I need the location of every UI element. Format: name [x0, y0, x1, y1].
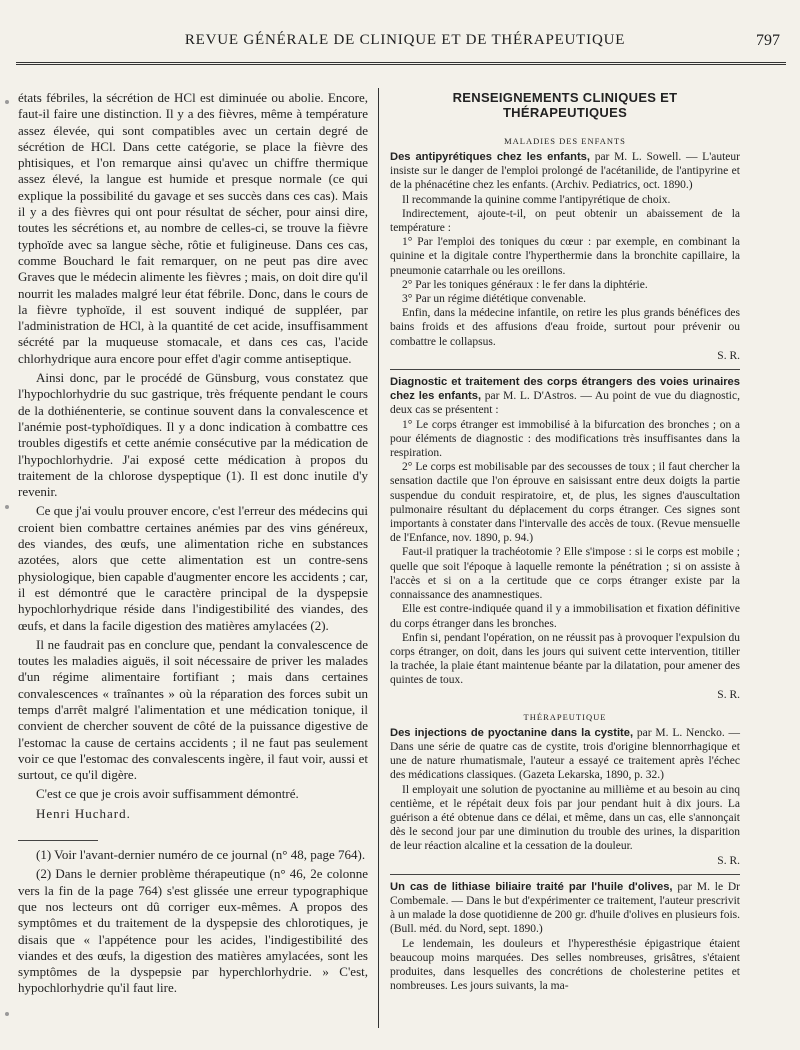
- article-signature: S. R.: [717, 349, 740, 362]
- margin-mark: [5, 100, 9, 104]
- paragraph: Indirectement, ajoute-t-il, on peut obtenir un abaissement de la température :: [390, 207, 740, 235]
- article-signature: S. R.: [717, 854, 740, 867]
- article-heading: Des antipyrétiques chez les enfants,: [390, 151, 591, 163]
- article-text: par M. L. D'Astros. — Au point de vue du diagnostic, deux cas se présentent :: [390, 390, 740, 417]
- section-title: RENSEIGNEMENTS CLINIQUES ET THÉRAPEUTIQUES: [452, 90, 678, 120]
- paragraph: Ce que j'ai voulu prouver encore, c'est l'erreur des médecins qui croient bien combattre certaines anémies par des vins généreux, des viandes, des œufs, une alimentation riche en substances azotées, alors que cette alimentation est un contre-sens physiologique, bien capable d'augmenter encore les accidents ; car, il est démontré que le caractère principal de la dyspepsie hypochlorhydrique réside dans l'indigestibilité des viandes, des œufs, et dans la facile digestion des matières amylacées (2).: [18, 503, 368, 633]
- paragraph: Le lendemain, les douleurs et l'hyperesthésie épigastrique étaient beaucoup moins marquées. Des selles nombreuses, grisâtres, s'étaient produites, dans lesquelles des concrétions de cholesterine petites et nombreuses. Les jours suivants, la ma-: [390, 937, 740, 993]
- author-signature: Henri Huchard.: [36, 805, 131, 821]
- paragraph: Ainsi donc, par le procédé de Günsburg, vous constatez que l'hypochlorhydrie du suc gastrique, très fréquente pendant le cours de la dothiénenterie, se continue souvent dans la convalescence et l'anémie post-typhoïdiques. Il y a donc indication à combattre ces troubles digestifs et cette anémie consécutive par la médication de l'hypochlorhydrie. J'ai exposé cette médication à propos du traitement de la chlorose dyspeptique (1). Il est donc inutile d'y revenir.: [18, 370, 368, 500]
- article-lead: [390, 150, 740, 193]
- article-heading: Des injections de pyoctanine dans la cystite,: [390, 726, 634, 739]
- left-column: [18, 90, 368, 1000]
- paragraph: 2° Le corps est mobilisable par des secousses de toux ; il faut chercher la sensation dactile que l'on éprouve en saisissant entre deux doigts la partie suspendue du conduit respiratoire, et, de plus, les signes d'auscultation pulmonaire résultant du déplacement du corps étranger. Ces signes sont importants à constater dans l'intervalle des accès de toux. (Revue mensuelle de l'Enfance, nov. 1890, p. 94.): [390, 461, 740, 545]
- paragraph: 2° Par les toniques généraux : le fer dans la diphtérie.: [402, 278, 648, 291]
- paragraph: 3° Par un régime diététique convenable.: [402, 293, 587, 306]
- header-rule: [16, 62, 786, 65]
- paragraph: Enfin si, pendant l'opération, on ne réussit pas à provoquer l'expulsion du corps étranger, on doit, dans les jours qui suivent cette intervention, titiller la trachée, la plaie étant maintenue béante par la dilatation, pour amener des quintes de toux.: [390, 631, 740, 687]
- footnote-rule: [18, 840, 98, 841]
- footnote: (1) Voir l'avant-dernier numéro de ce journal (n° 48, page 764).: [36, 847, 366, 863]
- article-heading: Un cas de lithiase biliaire traité par l'huile d'olives,: [390, 880, 673, 893]
- subsection-title: THÉRAPEUTIQUE: [523, 711, 607, 722]
- page-header: [30, 30, 780, 52]
- paragraph: C'est ce que je crois avoir suffisamment démontré.: [36, 786, 299, 802]
- article-divider: [390, 369, 740, 370]
- paragraph: 1° Le corps étranger est immobilisé à la bifurcation des bronches ; on a pour éléments de diagnostic : des modifications très insuffisantes dans la respiration.: [390, 418, 740, 460]
- article-heading: Diagnostic et traitement des corps étrangers des voies urinaires chez les enfants,: [390, 376, 740, 403]
- column-divider: [378, 88, 379, 1028]
- running-title: REVUE GÉNÉRALE DE CLINIQUE ET DE THÉRAPEUTIQUE: [184, 32, 626, 48]
- article-text: par M. L. Sowell. — L'auteur insiste sur le danger de l'emploi prolongé de l'acétanilide, de l'antipyrine et de la phénacétine chez les enfants. (Archiv. Pediatrics, oct. 1890.): [390, 151, 740, 192]
- paragraph: états fébriles, la sécrétion de HCl est diminuée ou abolie. Encore, faut-il faire une distinction. Il y a des fièvres, même à température assez élevée, qui sont compatibles avec un certain degré de sécrétion de HCl. Dans cette catégorie, se place la fièvre des phtisiques, et l'on remarque ainsi qu'avec un chiffre thermique assez élevé, la langue est humide et presque normale (ce qui explique la possibilité du gavage et ses succès dans ces cas). Mais il y a des fièvres qui ont pour résultat de sécher, pour ainsi dire, toutes les sécrétions et, au nombre de celles-ci, se trouve la fièvre typhoïde avec sa langue sèche, rôtie et fuligineuse. Dans ces cas, comme Bouchard le fait remarquer, on ne peut pas dire avec Graves que le médecin alimente les fièvres ; mais, on doit dire qu'il nourrit les malades malgré leur état fébrile. Donc, dans le cours de la fièvre typhoïde, il est souvent indiqué de suppléer, par l'administration de HCl, à la quantité de cet acide, insuffisamment sécrété par la muqueuse stomacale, et dans ces cas, l'acide chlorhydrique aura encore pour effet d'agir comme antiseptique.: [18, 90, 368, 366]
- article-lead: [390, 726, 740, 783]
- margin-mark: [5, 1012, 9, 1016]
- page-number: 797: [756, 32, 780, 49]
- paragraph: Il employait une solution de pyoctanine au millième et au besoin au cinq centième, et le répétait deux fois par jour pendant huit à dix jours. La guérison a été obtenue dans ce délai, et même, dans un cas, elle s'annonçait dès le second jour par une diminution du trouble des urines, la disparition de leur réaction alcaline et la cessation de la douleur.: [390, 783, 740, 853]
- article-divider: [390, 874, 740, 875]
- paragraph: Il recommande la quinine comme l'antipyrétique de choix.: [402, 193, 671, 206]
- footnote: (2) Dans le dernier problème thérapeutique (n° 46, 2e colonne vers la fin de la page 764) s'est glissée une erreur typographique que nos lecteurs ont dû corriger eux-mêmes. A propos des symptômes et du traitement de la dyspepsie des chlorotiques, je disais que « l'appétence pour les acides, l'indigestibilité des viandes et des œufs, la digestion des matières amylacées, sont les symptômes de la dyspepsie par hyperchlorhydrie. » C'est, hypochlorhydrie qu'il faut lire.: [18, 866, 368, 996]
- paragraph: Enfin, dans la médecine infantile, on retire les plus grands bénéfices des bains froids et des affusions d'eau froide, surtout pour prévenir ou combattre le collapsus.: [390, 307, 740, 348]
- paragraph: Elle est contre-indiquée quand il y a immobilisation et fixation définitive du corps étranger dans les bronches.: [390, 603, 740, 630]
- right-column: [390, 90, 740, 993]
- article-signature: S. R.: [717, 688, 740, 701]
- article-lead: [390, 880, 740, 937]
- article-lead: [390, 375, 740, 418]
- article-text: par M. L. Nencko. — Dans une série de quatre cas de cystite, trois d'origine blennorrhagique et une de nature rhumatismale, l'auteur a essayé ce traitement après l'échec des médications classiques. (Gazeta Lekarska, 1890, p. 32.): [390, 726, 741, 782]
- paragraph: Faut-il pratiquer la trachéotomie ? Elle s'impose : si le corps est mobile ; quelle que soit l'époque à laquelle remonte la pénétration ; si on assiste à l'accès et si on a la certitude que ce corps étranger existe par la connaissance des anamnestiques.: [390, 546, 740, 602]
- margin-mark: [5, 505, 9, 509]
- paragraph: 1° Par l'emploi des toniques du cœur : par exemple, en combinant la quinine et la digitale contre l'hyperthermie dans la bronchite capillaire, la pneumonie catarrhale ou les oreillons.: [390, 236, 740, 277]
- subsection-title: MALADIES DES ENFANTS: [504, 136, 626, 146]
- paragraph: Il ne faudrait pas en conclure que, pendant la convalescence de toutes les maladies aiguës, il soit nécessaire de priver les malades d'un régime alimentaire fortifiant ; mais dans certaines convalescences « traînantes » où la réparation des forces subit un temps d'arrêt malgré l'alimentation et une médication tonique, il convient de chercher souvent de côté de la puissance digestive de l'estomac la cause de certains accidents ; il ne faut pas seulement voir ce que l'estomac des convalescents ingère, il faut voir, aussi et surtout, ce qu'il digère.: [18, 636, 368, 783]
- article-text: par M. le Dr Combemale. — Dans le but d'expérimenter ce traitement, l'auteur prescrivit à un malade la dose quotidienne de 200 gr. d'huile d'olives en plusieurs fois. (Bull. méd. du Nord, sept. 1890.): [390, 880, 740, 936]
